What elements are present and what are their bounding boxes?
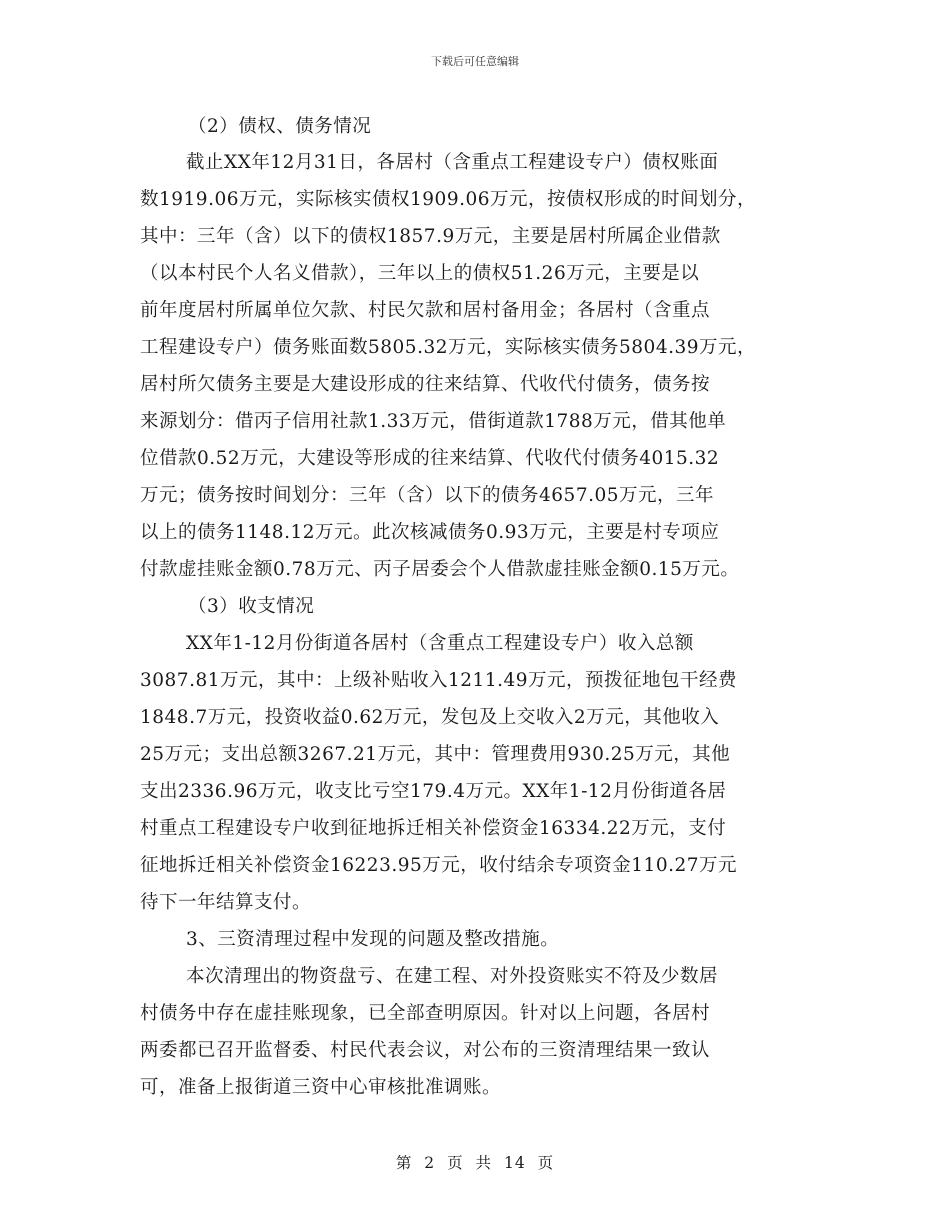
paragraph-line: 两委都已召开监督委、村民代表会议，对公布的三资清理结果一致认	[140, 1040, 711, 1061]
paragraph-line: 付款虚挂账金额0.78万元、丙子居委会个人借款虚挂账金额0.15万元。	[140, 559, 740, 580]
paragraph-line: 征地拆迁相关补偿资金16223.95万元，收付结余专项资金110.27万元	[140, 855, 738, 876]
paragraph-line: 以上的债务1148.12万元。此次核减债务0.93万元，主要是村专项应	[140, 522, 720, 543]
footer-page-label: 页	[447, 1154, 464, 1172]
heading-income: （3）收支情况	[188, 596, 315, 617]
paragraph-line: 25万元；支出总额3267.21万元，其中：管理费用930.25万元，其他	[140, 744, 731, 765]
paragraph-line: 居村所欠债务主要是大建设形成的往来结算、代收代付债务，债务按	[140, 374, 711, 395]
page-footer	[0, 1151, 950, 1173]
footer-total-pages: 14	[503, 1154, 526, 1172]
page-header: 下载后可任意编辑	[431, 55, 519, 68]
heading-issues: 3、三资清理过程中发现的问题及整改措施。	[186, 929, 560, 950]
paragraph-line: 万元；债务按时间划分：三年（含）以下的债务4657.05万元，三年	[140, 485, 715, 506]
paragraph-line: 数1919.06万元，实际核实债权1909.06万元，按债权形成的时间划分，	[140, 189, 757, 210]
paragraph-line: 村重点工程建设专户收到征地拆迁相关补偿资金16334.22万元，支付	[140, 818, 727, 839]
paragraph-line: 位借款0.52万元，大建设等形成的往来结算、代收代付债务4015.32	[140, 448, 720, 469]
footer-page-number: 2	[424, 1154, 436, 1172]
paragraph-line: 工程建设专户）债务账面数5805.32万元，实际核实债务5804.39万元，	[140, 337, 757, 358]
paragraph-line: 支出2336.96万元，收支比亏空179.4万元。XX年1-12月份街道各居	[140, 781, 727, 802]
paragraph-line: （以本村民个人名义借款），三年以上的债权51.26万元，主要是以	[140, 263, 700, 284]
paragraph-line: 3087.81万元，其中：上级补贴收入1211.49万元，预拨征地包干经费	[140, 670, 738, 691]
paragraph-line: 待下一年结算支付。	[140, 892, 312, 913]
paragraph-line: 来源划分：借丙子信用社款1.33万元，借街道款1788万元，借其他单	[140, 411, 727, 432]
heading-debt: （2）债权、债务情况	[188, 116, 372, 137]
footer-suffix: 页	[537, 1154, 555, 1172]
paragraph-line: XX年1-12月份街道各居村（含重点工程建设专户）收入总额	[186, 633, 694, 654]
paragraph-line: 前年度居村所属单位欠款、村民欠款和居村备用金；各居村（含重点	[140, 300, 711, 321]
paragraph-line: 村债务中存在虚挂账现象，已全部查明原因。针对以上问题，各居村	[140, 1003, 711, 1024]
footer-total-label: 共	[475, 1154, 493, 1172]
footer-prefix: 第	[395, 1154, 413, 1172]
paragraph-line: 其中：三年（含）以下的债权1857.9万元，主要是居村所属企业借款	[140, 226, 721, 247]
paragraph-line: 本次清理出的物资盘亏、在建工程、对外投资账实不符及少数居	[186, 966, 719, 987]
paragraph-line: 截止XX年12月31日，各居村（含重点工程建设专户）债权账面	[186, 152, 719, 173]
paragraph-line: 可，准备上报街道三资中心审核批准调账。	[140, 1077, 502, 1098]
paragraph-line: 1848.7万元，投资收益0.62万元，发包及上交收入2万元，其他收入	[140, 707, 720, 728]
